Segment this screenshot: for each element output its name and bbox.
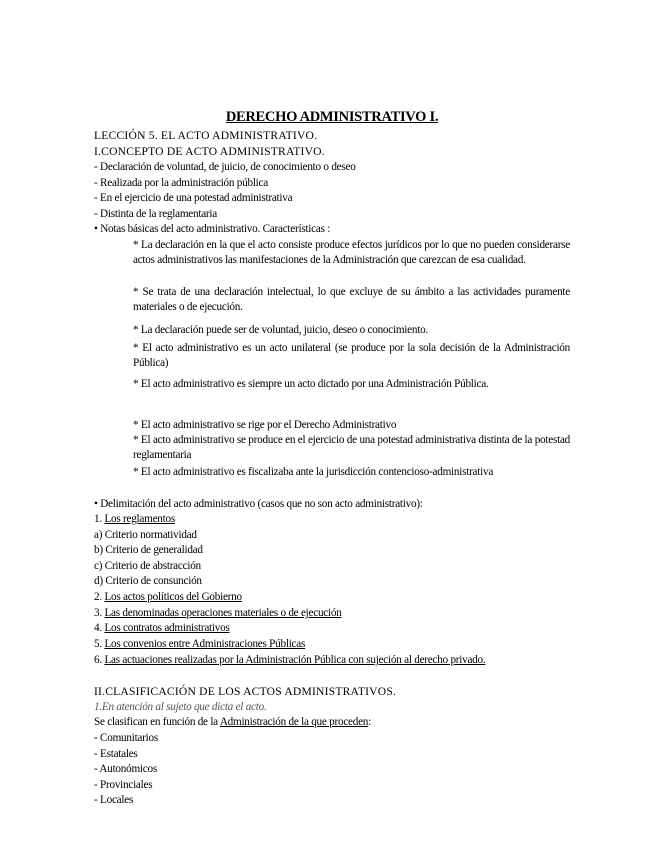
criterion-item: a) Criterio normatividad	[94, 529, 197, 541]
item-number: 4.	[94, 622, 105, 634]
item-text: Las actuaciones realizadas por la Administración Pública con sujeción al derecho privado.	[104, 654, 486, 666]
bullet-paragraph: * El acto administrativo es fiscalizaba ante la jurisdicción contencioso-administrativa	[133, 466, 494, 478]
section-heading-concept: I.CONCEPTO DE ACTO ADMINISTRATIVO.	[94, 145, 325, 158]
delimitation-item-5	[94, 637, 570, 652]
delimitation-item-6	[94, 653, 570, 683]
intro-colon: :	[368, 716, 372, 728]
item-number: 1.	[94, 513, 105, 525]
item-number: 5.	[94, 638, 105, 650]
classification-intro	[94, 715, 570, 730]
bullet-paragraph: * El acto administrativo es un acto unilateral (se produce por la sola decisión de la Administración Pública)	[133, 342, 570, 369]
bullet-paragraph: * El acto administrativo se produce en el ejercicio de una potestad administrativa distinta de la potestad reglamentaria	[133, 434, 570, 461]
classification-item: - Provinciales	[94, 779, 153, 791]
list-item: - Distinta de la reglamentaria	[94, 208, 217, 220]
bullet-paragraph: * La declaración en la que el acto consiste produce efectos jurídicos por lo que no pueden considerarse actos administrativos las manifestaciones de la Administración que carezcan de esa cualidad.	[133, 239, 570, 266]
delimitation-item-2	[94, 590, 570, 605]
item-number: 6.	[94, 654, 105, 666]
list-item: - En el ejercicio de una potestad administrativa	[94, 192, 293, 204]
intro-text: Se clasifican en función de la	[94, 716, 220, 728]
item-text: Los actos políticos del Gobierno	[104, 591, 242, 603]
delimitation-item-4	[94, 621, 570, 636]
item-number: 3.	[94, 607, 105, 619]
item-number: 2.	[94, 591, 105, 603]
intro-underlined: Administración de la que proceden	[219, 716, 369, 728]
item-text: Las denominadas operaciones materiales o de ejecución	[104, 607, 342, 619]
item-text: Los convenios entre Administraciones Públicas	[104, 638, 306, 650]
delimitation-item-3	[94, 606, 570, 621]
delimitation-item-1	[94, 512, 570, 527]
bullet-paragraph: * La declaración puede ser de voluntad, juicio, deseo o conocimiento.	[133, 324, 428, 336]
criterion-item: c) Criterio de abstracción	[94, 560, 201, 572]
list-item: - Declaración de voluntad, de juicio, de conocimiento o deseo	[94, 161, 356, 173]
section-heading-classification: II.CLASIFICACIÓN DE LOS ACTOS ADMINISTRATIVOS.	[94, 685, 397, 698]
list-item-delimitation: • Delimitación del acto administrativo (casos que no son acto administrativo):	[94, 498, 423, 510]
classification-item: - Autonómicos	[94, 763, 157, 775]
criterion-item: b) Criterio de generalidad	[94, 544, 203, 556]
bullet-paragraph: * Se trata de una declaración intelectual, lo que excluye de su ámbito a las actividades puramente materiales o de ejecución.	[133, 286, 570, 313]
classification-item: - Comunitarios	[94, 732, 158, 744]
item-text: Los contratos administrativos	[104, 622, 230, 634]
document-title: DERECHO ADMINISTRATIVO I.	[225, 109, 439, 125]
subsection-heading: 1.En atención al sujeto que dicta el acto.	[94, 701, 267, 713]
item-text: Los reglamentos	[104, 513, 175, 525]
criterion-item: d) Criterio de consunción	[94, 575, 202, 587]
classification-item: - Locales	[94, 794, 134, 806]
list-item: - Realizada por la administración pública	[94, 177, 268, 189]
bullet-paragraph: * El acto administrativo se rige por el Derecho Administrativo	[133, 419, 397, 431]
list-item-notes: • Notas básicas del acto administrativo. Características :	[94, 223, 331, 235]
lesson-heading: LECCIÓN 5. EL ACTO ADMINISTRATIVO.	[94, 129, 318, 142]
classification-item: - Estatales	[94, 748, 138, 760]
bullet-paragraph: * El acto administrativo es siempre un acto dictado por una Administración Pública.	[133, 378, 489, 390]
